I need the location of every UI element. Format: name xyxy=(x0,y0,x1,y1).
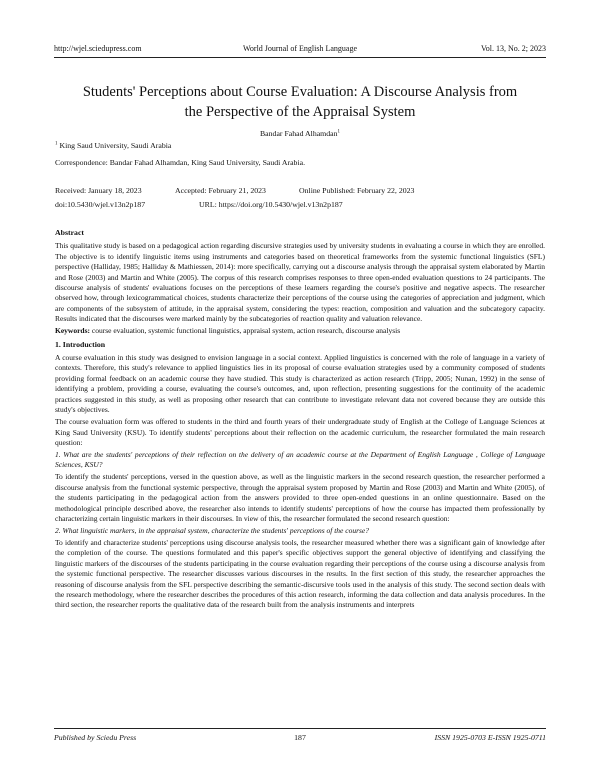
title-line-2: the Perspective of the Appraisal System xyxy=(184,104,416,120)
volume-info: Vol. 13, No. 2; 2023 xyxy=(481,44,546,53)
abstract-text: This qualitative study is based on a pedagogical action regarding discursive strategies used by university students in evaluating a course in which they are enrolled. The objective is to identify linguistic items using instruments and categories based on theoretical frameworks from the systemic functional linguistics (SFL) perspective (Halliday, 1985; Halliday & Mathiessen, 2014): more specifically, carrying out a discourse analysis through the appraisal system elaborated by Martin and Rose (2003) and Martin and White (2005). The corpus of this research comprises responses to three open-ended evaluation questions to 24 participants. The discourse analysis of students' evaluations focuses on the perceptions of these learners regarding the course's positive and negative aspects. The researcher observed how, through lexicogrammatical choices, students characterize their perceptions of the course using the categories of appreciation and judgment, which are components of the subsystem of attitude, in the appraisal system, considering the types: reaction, composition and valuation and the subcategory capacity. Results indicated that the discourses were marked mainly by the subcategories of reaction quality and valuation relevance. xyxy=(55,241,545,324)
affiliation-text: King Saud University, Saudi Arabia xyxy=(59,141,172,150)
title-line-1: Students' Perceptions about Course Evaluation: A Discourse Analysis from xyxy=(82,84,518,100)
page-number: 187 xyxy=(294,733,306,742)
research-question-1: 1. What are the students' perceptions of their reflection on the delivery of an academic course at the Department of English Language , College of Language Sciences, KSU? xyxy=(55,449,545,470)
author-name: Bandar Fahad Alhamdan xyxy=(259,129,338,138)
paragraph: To identify the students' perceptions, versed in the question above, as well as the linguistic markers in the second research question, the researcher performed a discourse analysis from the functional systemic perspective, through the appraisal system proposed by Martin and Rose (2003) and Martin and White (2005), of the students participating in the pedagogical action from the answers provided to three open-ended questions in an online questionnaire. Based on the methodological principle described above, the researcher also intends to identify students' perceptions of how the course has impacted them professionally by characterizing certain linguistic markers in their discourses. In view of this, the researcher formulated the second research question: xyxy=(55,472,545,523)
author-line xyxy=(0,129,600,138)
issn: ISSN 1925-0703 E-ISSN 1925-0711 xyxy=(434,733,546,742)
publisher: Published by Sciedu Press xyxy=(54,733,137,742)
accepted-date: Accepted: February 21, 2023 xyxy=(175,186,266,195)
published-date: Online Published: February 22, 2023 xyxy=(299,186,415,195)
journal-name: World Journal of English Language xyxy=(243,44,357,53)
received-date: Received: January 18, 2023 xyxy=(55,186,142,195)
paragraph: A course evaluation in this study was designed to envision language in a social context. Applied linguistics is concerned with the role of language in a variety of contexts. Therefore, this study's relevance to applied linguistics lies in its proposal of course evaluation strategies used by a community composed of students providing formal feedback on an academic course they have studied. This study is characterized as action research (Tripp, 2005; Nunan, 1992) in the sense of identifying a problem, providing a course, evaluating the course's outcomes, and, upon reflection, presenting suggestions for the continuity of the academic practices suggested in this study, as well as proposing other research that can contribute to investigate relevant data not covered because they are outside this study's objectives. xyxy=(55,353,545,415)
running-header xyxy=(54,44,546,56)
affiliation-superscript: 1 xyxy=(55,141,58,147)
research-question-2: 2. What linguistic markers, in the appraisal system, characterize the students' perceptions of the course? xyxy=(55,525,369,535)
doi[interactable]: doi:10.5430/wjel.v13n2p187 xyxy=(55,200,146,209)
section-heading-introduction: 1. Introduction xyxy=(55,339,106,349)
paragraph: The course evaluation form was offered to students in the third and fourth years of their undergraduate study of English at the College of Language Sciences at King Saud University (KSU). To identify students' perceptions about their reflection on the academic curriculum, the researcher formulated the main research question: xyxy=(55,417,545,447)
author-superscript: 1 xyxy=(337,129,340,135)
abstract-heading: Abstract xyxy=(55,228,85,237)
article-body xyxy=(55,225,545,612)
footer-rule xyxy=(54,728,546,729)
header-rule xyxy=(54,57,546,58)
keywords xyxy=(55,326,545,336)
journal-url[interactable]: http://wjel.sciedupress.com xyxy=(54,44,142,53)
paper-title xyxy=(54,82,546,122)
keywords-text: course evaluation, systemic functional linguistics, appraisal system, action research, discourse analysis xyxy=(90,326,401,336)
doi-url[interactable]: URL: https://doi.org/10.5430/wjel.v13n2p187 xyxy=(199,200,343,209)
correspondence: Correspondence: Bandar Fahad Alhamdan, King Saud University, Saudi Arabia. xyxy=(55,158,306,167)
affiliation xyxy=(55,141,171,150)
keywords-label: Keywords: xyxy=(55,326,90,336)
paragraph: To identify and characterize students' perceptions using discourse analysis tools, the researcher measured whether there was a significant gain of knowledge after the completion of the course. The questions formulated and this paper's specific objectives support the general objective of identifying and classifying the linguistic markers of the discourses of the students participating in the course evaluation regarding their perceptions of the course using a discourse analysis from the systemic functional perspective. The researcher discusses various discourses in the results. In the first section of this study, the researcher approaches the reasoning of discourse analysis from the SFL perspective describing the semantic-discursive tools used in the analysis of this study. The second section deals with the research methodology, where the researcher describes the procedures of this action research, informing the data collection and data analysis procedures. In the third section, the researcher reports the qualitative data of the research built from the analysis instruments and interprets xyxy=(55,537,545,610)
